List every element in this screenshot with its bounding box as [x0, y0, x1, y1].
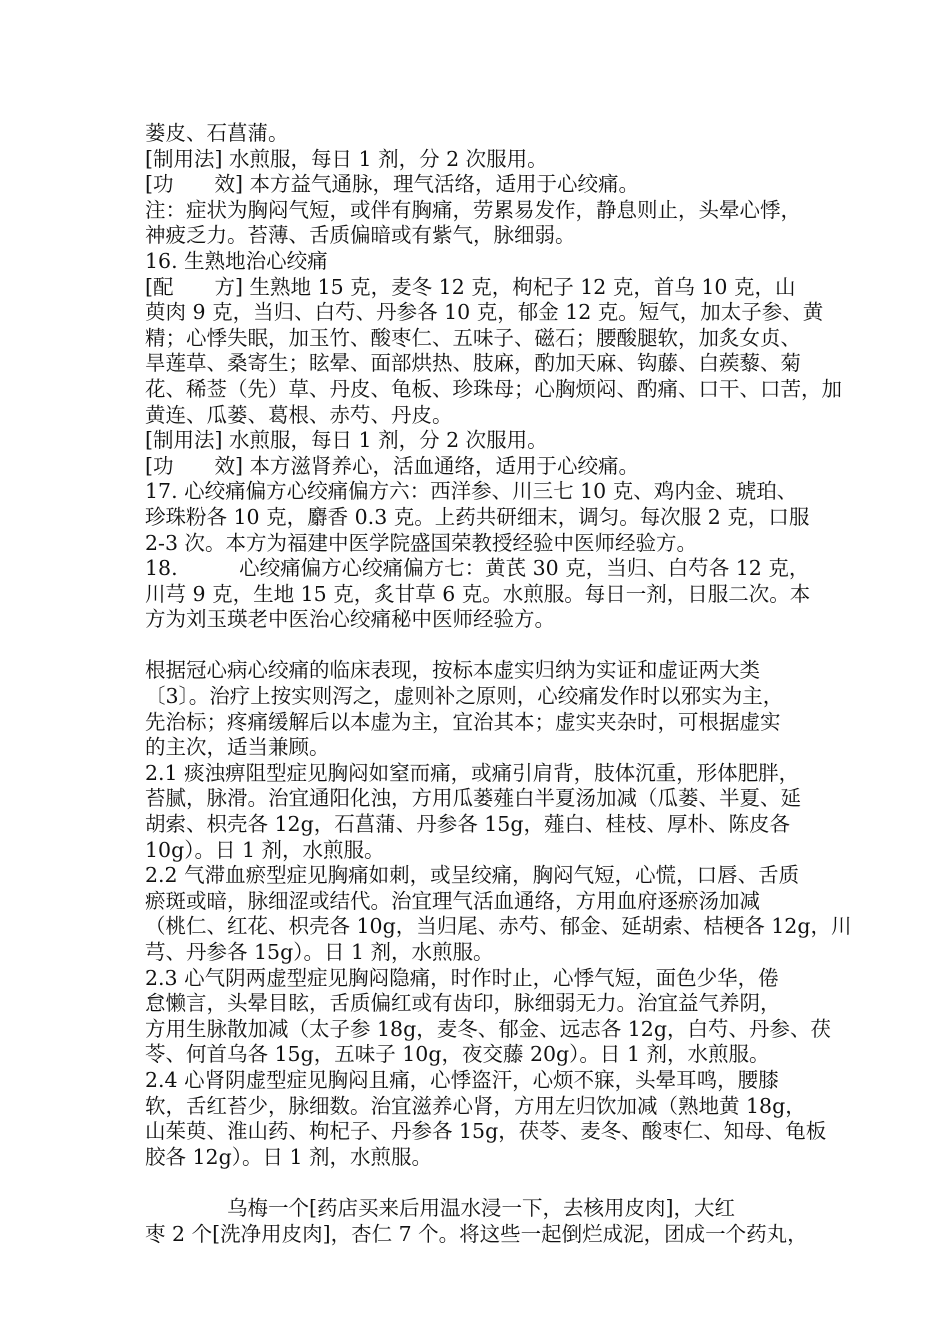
- formula-section: [145, 121, 842, 633]
- paragraph-gap: [145, 1170, 820, 1196]
- intro-line: 根据冠心病心绞痛的临床表现，按标本虚实归纳为实证和虚证两大类: [145, 658, 760, 683]
- entry-line: 2-3 次。本方为福建中医学院盛国荣教授经验中医师经验方。: [145, 530, 698, 555]
- syndrome-line: 方用生脉散加减（太子参 18g，麦冬、郁金、远志各 12g，白芍、丹参、茯: [145, 1016, 831, 1041]
- preparation-line: [制用法] 水煎服，每日 1 剂，分 2 次服用。: [145, 428, 548, 453]
- syndrome-line: 苓、何首乌各 15g，五味子 10g，夜交藤 20g）。日 1 剂，水煎服。: [145, 1042, 770, 1067]
- prescription-line: 花、稀莶（先）草、丹皮、龟板、珍珠母；心胸烦闷、酌痛、口干、口苦，加: [145, 376, 842, 401]
- note-line: 神疲乏力。苔薄、舌质偏暗或有紫气，脉细弱。: [145, 223, 576, 248]
- intro-line: 〔3〕。治疗上按实则泻之，虚则补之原则，心绞痛发作时以邪实为主，: [145, 684, 784, 709]
- entry-line: 珍珠粉各 10 克，麝香 0.3 克。上药共研细末，调匀。每次服 2 克，口服: [145, 504, 810, 529]
- preparation-line: [制用法] 水煎服，每日 1 剂，分 2 次服用。: [145, 146, 548, 171]
- syndrome-line: 2.2 气滞血瘀型症见胸痛如刺，或呈绞痛，胸闷气短，心慌，口唇、舌质: [145, 863, 800, 888]
- syndrome-line: 2.1 痰浊痹阻型症见胸闷如窒而痛，或痛引肩背，肢体沉重，形体肥胖，: [145, 760, 800, 785]
- syndrome-line: 10g）。日 1 剂，水煎服。: [145, 837, 385, 862]
- entry-line: 17. 心绞痛偏方心绞痛偏方六：西洋参、川三七 10 克、鸡内金、琥珀、: [145, 479, 798, 504]
- entry-line: 川芎 9 克，生地 15 克，炙甘草 6 克。水煎服。每日一剂，日服二次。本: [145, 581, 811, 606]
- entry-line: 18. 心绞痛偏方心绞痛偏方七：黄芪 30 克，当归、白芍各 12 克，: [145, 556, 810, 581]
- remedy-line: 枣 2 个[洗净用皮肉]，杏仁 7 个。将这些一起倒烂成泥，团成一个药丸，: [145, 1221, 808, 1246]
- entry-line: 方为刘玉瑛老中医治心绞痛秘中医师经验方。: [145, 607, 555, 632]
- prescription-line: 萸肉 9 克，当归、白芍、丹参各 10 克，郁金 12 克。短气，加太子参、黄: [145, 300, 824, 325]
- syndrome-section: [145, 658, 852, 1170]
- remedy-line: 乌梅一个[药店买来后用温水浸一下，去核用皮肉]，大红: [145, 1195, 735, 1220]
- text-line: 蒌皮、石菖蒲。: [145, 121, 289, 145]
- syndrome-line: 怠懒言，头晕目眩，舌质偏红或有齿印，脉细弱无力。治宜益气养阴，: [145, 991, 781, 1016]
- intro-line: 的主次，适当兼顾。: [145, 735, 330, 760]
- prescription-line: 黄连、瓜蒌、葛根、赤芍、丹皮。: [145, 402, 453, 427]
- syndrome-line: 2.3 心气阴两虚型症见胸闷隐痛，时作时止，心悸气短，面色少华，倦: [145, 965, 779, 990]
- remedy-section: [145, 1196, 820, 1247]
- efficacy-line: [功 效] 本方滋肾养心，活血通络，适用于心绞痛。: [145, 453, 640, 478]
- entry-heading: 16. 生熟地治心绞痛: [145, 248, 328, 273]
- syndrome-line: 山茱萸、淮山药、枸杞子、丹参各 15g，茯苓、麦冬、酸枣仁、知母、龟板: [145, 1119, 827, 1144]
- prescription-line: [配 方] 生熟地 15 克，麦冬 12 克，枸杞子 12 克，首乌 10 克，山: [145, 274, 796, 299]
- syndrome-line: 苔腻，脉滑。治宜通阳化浊，方用瓜蒌薤白半夏汤加减（瓜蒌、半夏、延: [145, 786, 801, 811]
- syndrome-line: 2.4 心肾阴虚型症见胸闷且痛，心悸盗汗，心烦不寐，头晕耳鸣，腰膝: [145, 1067, 779, 1092]
- syndrome-line: 胡索、枳壳各 12g，石菖蒲、丹参各 15g，薤白、桂枝、厚朴、陈皮各: [145, 812, 790, 837]
- syndrome-line: 胶各 12g）。日 1 剂，水煎服。: [145, 1144, 433, 1169]
- paragraph-gap: [145, 633, 820, 659]
- intro-line: 先治标；疼痛缓解后以本虚为主，宜治其本；虚实夹杂时，可根据虚实: [145, 709, 781, 734]
- syndrome-line: 瘀斑或暗，脉细涩或结代。治宜理气活血通络，方用血府逐瘀汤加减: [145, 888, 760, 913]
- efficacy-line: [功 效] 本方益气通脉，理气活络，适用于心绞痛。: [145, 172, 640, 197]
- note-line: 注：症状为胸闷气短，或伴有胸痛，劳累易发作，静息则止，头晕心悸，: [145, 197, 801, 222]
- syndrome-line: 芎、丹参各 15g）。日 1 剂，水煎服。: [145, 940, 494, 964]
- syndrome-line: 软，舌红苔少，脉细数。治宜滋养心肾，方用左归饮加减（熟地黄 18g，: [145, 1093, 806, 1118]
- syndrome-line: （桃仁、红花、枳壳各 10g，当归尾、赤芍、郁金、延胡索、桔梗各 12g，川: [145, 914, 852, 939]
- prescription-line: 旱莲草、桑寄生；眩晕、面部烘热、肢麻，酌加天麻、钩藤、白蒺藜、菊: [145, 351, 801, 376]
- prescription-line: 精；心悸失眠，加玉竹、酸枣仁、五味子、磁石；腰酸腿软，加炙女贞、: [145, 325, 801, 350]
